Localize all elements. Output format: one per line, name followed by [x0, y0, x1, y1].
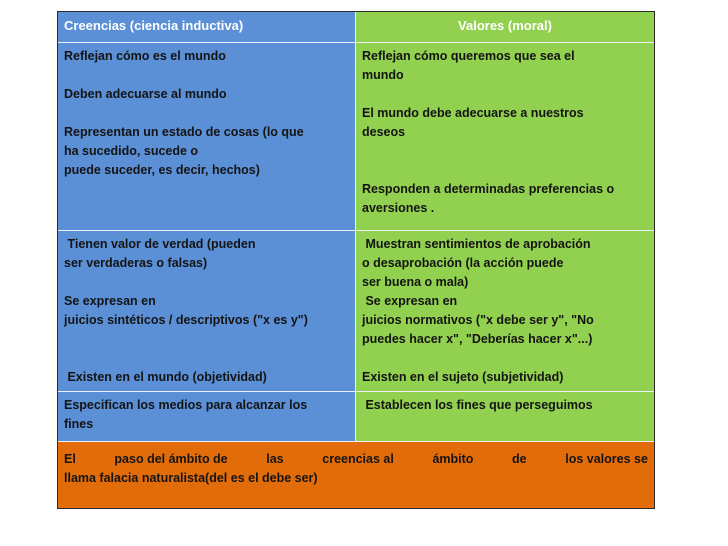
header-creencias — [58, 12, 355, 42]
footer-word: El — [64, 452, 76, 466]
row2-right-line2c: puedes hacer x", "Deberías hacer x"...) — [362, 332, 593, 346]
footer-falacia — [58, 442, 654, 508]
row2-left-line2a: Se expresan en — [64, 294, 156, 308]
row2-right-line1c: ser buena o mala) — [362, 275, 469, 289]
row1-creencias — [58, 43, 355, 230]
row2-right-line3: Existen en el sujeto (subjetividad) — [362, 370, 564, 384]
row2-right-line2b: juicios normativos ("x debe ser y", "No — [362, 313, 594, 327]
row1-left-line1: Reflejan cómo es el mundo — [64, 49, 226, 63]
comparison-table — [57, 11, 655, 509]
row1-right-line2a: El mundo debe adecuarse a nuestros — [362, 106, 584, 120]
row3-valores — [356, 392, 654, 441]
row1-valores — [356, 43, 654, 230]
header-valores — [356, 12, 654, 42]
row2-left-line3: Existen en el mundo (objetividad) — [64, 370, 267, 384]
row1-left-line3a: Representan un estado de cosas (lo que — [64, 125, 304, 139]
row2-right-line1a: Muestran sentimientos de aprobación — [362, 237, 591, 251]
row2-left-line1a: Tienen valor de verdad (pueden — [64, 237, 256, 251]
row3-creencias — [58, 392, 355, 441]
row-divider — [58, 42, 654, 43]
row3-left-line1a: Especifican los medios para alcanzar los — [64, 398, 308, 412]
footer-word: creencias al — [322, 452, 394, 466]
footer-word: paso del ámbito de — [114, 452, 228, 466]
header-creencias-text: Creencias (ciencia inductiva) — [64, 18, 244, 33]
column-divider — [355, 12, 356, 441]
row-divider — [58, 391, 654, 392]
row2-left-line1b: ser verdaderas o falsas) — [64, 256, 208, 270]
footer-word: los valores se — [565, 452, 648, 466]
row1-right-line3b: aversiones . — [362, 201, 435, 215]
footer-line2: llama falacia naturalista(del es el debe ser) — [64, 471, 318, 485]
row1-right-line2b: deseos — [362, 125, 406, 139]
row2-creencias — [58, 231, 355, 391]
row1-left-line2: Deben adecuarse al mundo — [64, 87, 227, 101]
footer-word: de — [512, 452, 527, 466]
row2-right-line1b: o desaprobación (la acción puede — [362, 256, 564, 270]
footer-line1 — [64, 450, 648, 469]
footer-word: las — [266, 452, 284, 466]
row3-left-line1b: fines — [64, 417, 94, 431]
row2-left-line2b: juicios sintéticos / descriptivos ("x es y") — [64, 313, 308, 327]
row1-right-line3a: Responden a determinadas preferencias o — [362, 182, 615, 196]
row3-right-line1: Establecen los fines que perseguimos — [362, 398, 593, 412]
footer-word: ámbito — [432, 452, 474, 466]
header-valores-text: Valores (moral) — [458, 18, 552, 33]
row1-left-line3b: ha sucedido, sucede o — [64, 144, 199, 158]
row2-valores — [356, 231, 654, 391]
row-divider — [58, 441, 654, 442]
row-divider — [58, 230, 654, 231]
row1-right-line1a: Reflejan cómo queremos que sea el — [362, 49, 575, 63]
row1-left-line3c: puede suceder, es decir, hechos) — [64, 163, 260, 177]
row1-right-line1b: mundo — [362, 68, 404, 82]
row2-right-line2a: Se expresan en — [362, 294, 458, 308]
